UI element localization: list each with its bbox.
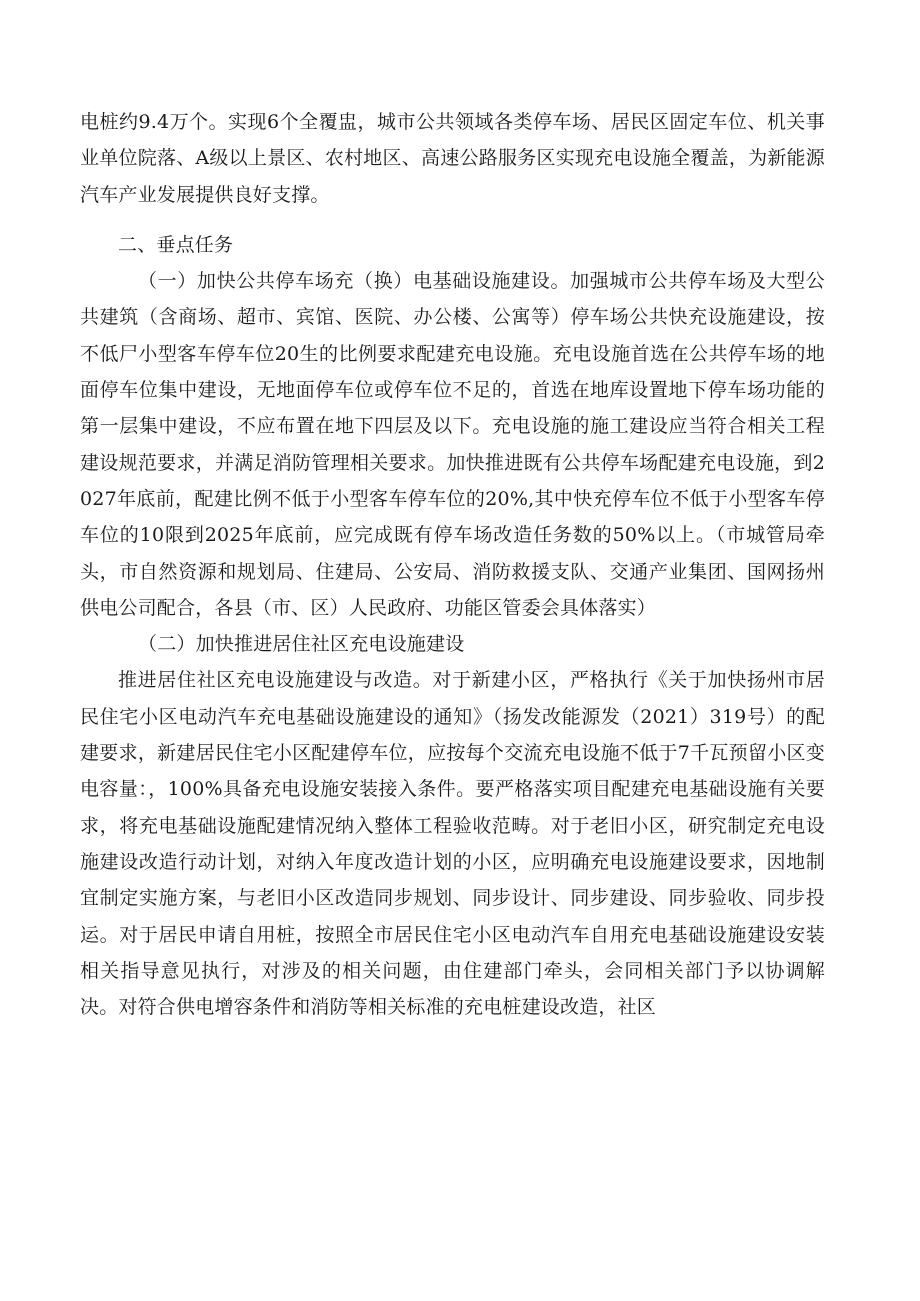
subheading-task-2: （二）加快推进居住社区充电设施建设 (138, 633, 465, 656)
section-heading: 二、垂点任务 (118, 233, 234, 256)
paragraph-task-2-body: 推进居住社区充电设施建设与改造。对于新建小区，严格执行《关于加快扬州市居民住宅小区电动汽车充电基础设施建设的通知》（扬发改能源发（2021）319号）的配建要求，新建居民住宅小区配建停车位，应按每个交流充电设施不低于7千瓦预留小区变电容量：，100%具备充电设施安装接入条件。要严格落实项目配建充电基础设施有关要求，将充电基础设施配建情况纳入整体工程验收范畴。对于老旧小区，研究制定充电设施建设改造行动计划，对纳入年度改造计划的小区，应明确充电设施建设要求，因地制宜制定实施方案，与老旧小区改造同步规划、同步设计、同步建设、同步验收、同步投运。对于居民申请自用桩，按照全市居民住宅小区电动汽车自用充电基础设施建设安装相关指导意见执行，对涉及的相关问题，由住建部门牵头，会同相关部门予以协调解决。对符合供电增容条件和消防等相关标准的充电桩建设改造，社区 (80, 669, 825, 1019)
paragraph-intro-tail: 电桩约9.4万个。实现6个全覆盅，城市公共领域各类停车场、居民区固定车位、机关事业单位院落、A级以上景区、农村地区、高速公路服务区实现充电设施全覆盖，为新能源汽车产业发展提供良好支撑。 (80, 111, 825, 206)
paragraph-task-1: （一）加快公共停车场充（换）电基础设施建设。加强城市公共停车场及大型公共建筑（含商场、超市、宾馆、医院、办公楼、公寓等）停车场公共快充设施建设，按不低尸小型客车停车位20生的比例要求配建充电设施。充电设施首选在公共停车场的地面停车位集中建设，无地面停车位或停车位不足的，首选在地库设置地下停车场功能的第一层集中建设，不应布置在地下四层及以下。充电设施的施工建设应当符合相关工程建设规范要求，并满足消防管理相关要求。加快推进既有公共停车场配建充电设施，到2027年底前，配建比例不低于小型客车停车位的20%,其中快充停车位不低于小型客车停车位的10限到2025年底前，应完成既有停车场改造任务数的50%以上。（市城管局牵头，市自然资源和规划局、住建局、公安局、消防救援支队、交通产业集团、国网扬州供电公司配合，各县（市、区）人民政府、功能区管委会具体落实） (80, 270, 825, 619)
document-body (80, 104, 825, 1025)
paragraph-gap (80, 213, 825, 227)
